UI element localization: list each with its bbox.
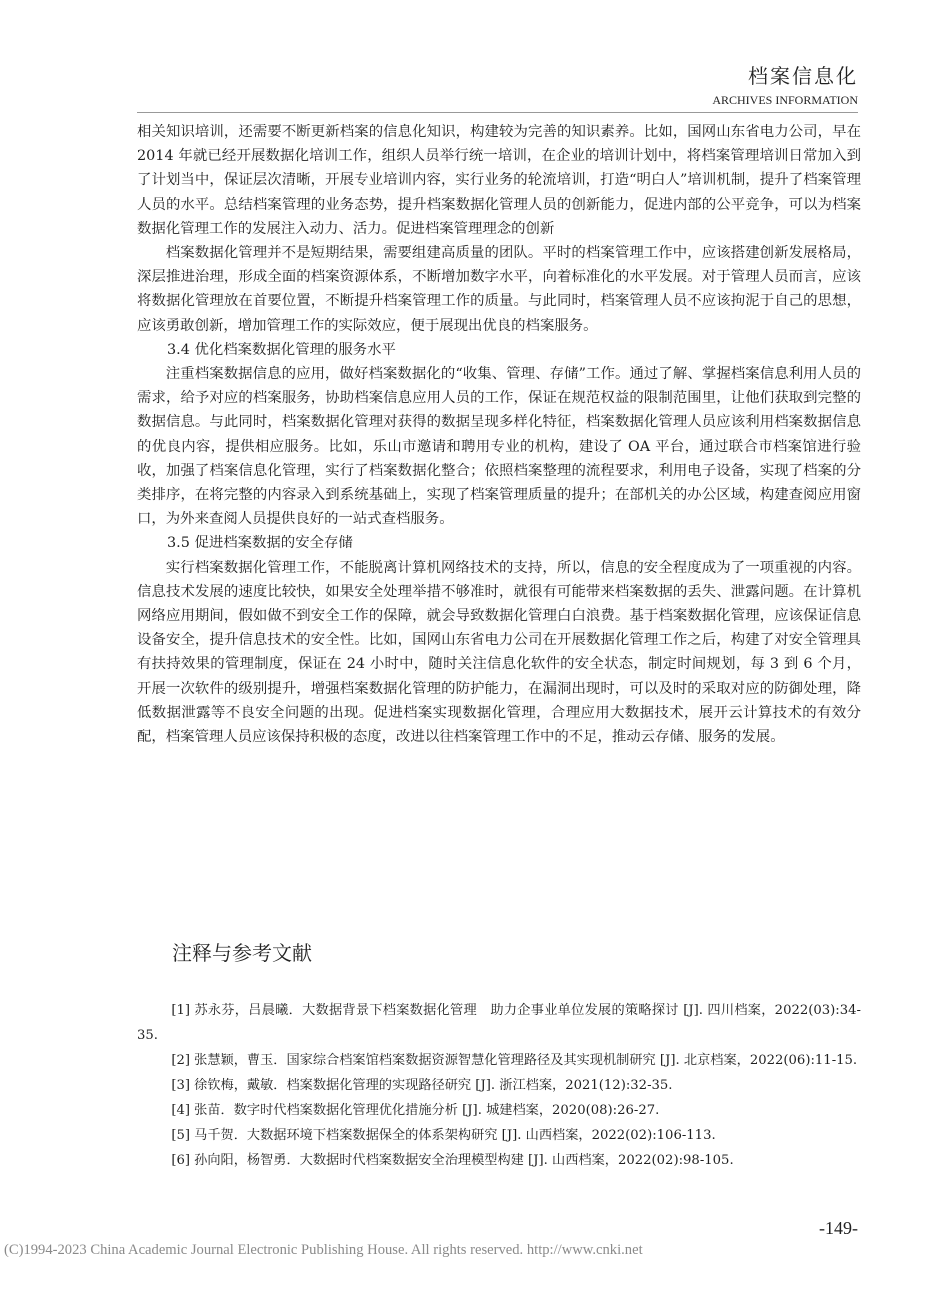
reference-item: [5] 马千贺．大数据环境下档案数据保全的体系架构研究 [J]. 山西档案，2022(02):106-113. (171, 1128, 716, 1143)
reference-item: [6] 孙向阳，杨智勇．大数据时代档案数据安全治理模型构建 [J]. 山西档案，2022(02):98-105. (171, 1153, 734, 1168)
page-number: -149- (819, 1218, 858, 1238)
copyright-notice: (C)1994-2023 China Academic Journal Electronic Publishing House. All rights reserved. http://www.cnki.net (4, 1242, 643, 1258)
references-list (137, 998, 861, 1173)
references-title: 注释与参考文献 (172, 941, 312, 965)
section-heading-3-4: 3.4 优化档案数据化管理的服务水平 (167, 341, 396, 358)
reference-item: [1] 苏永芬，吕晨曦．大数据背景下档案数据化管理 助力企事业单位发展的策略探讨 [J]. 四川档案，2022(03):34-35. (137, 1003, 861, 1043)
reference-item: [3] 徐钦梅，戴敏．档案数据化管理的实现路径研究 [J]. 浙江档案，2021(12):32-35. (171, 1078, 673, 1093)
header-divider (137, 112, 858, 113)
journal-section-subtitle: ARCHIVES INFORMATION (712, 93, 858, 107)
body-paragraph-2: 档案数据化管理并不是短期结果，需要组建高质量的团队。平时的档案管理工作中，应该搭建创新发展格局，深层推进治理，形成全面的档案资源体系，不断增加数字水平，向着标准化的水平发展。对于管理人员而言，应该将数据化管理放在首要位置，不断提升档案管理工作的质量。与此同时，档案管理人员不应该拘泥于自己的思想，应该勇敢创新，增加管理工作的实际效应，便于展现出优良的档案服务。 (137, 245, 861, 334)
reference-item: [2] 张慧颖，曹玉．国家综合档案馆档案数据资源智慧化管理路径及其实现机制研究 [J]. 北京档案，2022(06):11-15. (171, 1053, 858, 1068)
section-heading-3-5: 3.5 促进档案数据的安全存储 (167, 535, 353, 552)
body-paragraph-4: 实行档案数据化管理工作，不能脱离计算机网络技术的支持，所以，信息的安全程度成为了一项重视的内容。信息技术发展的速度比较快，如果安全处理举措不够准时，就很有可能带来档案数据的丢失、泄露问题。在计算机网络应用期间，假如做不到安全工作的保障，就会导致数据化管理白白浪费。基于档案数据化管理，应该保证信息设备安全，提升信息技术的安全性。比如，国网山东省电力公司在开展数据化管理工作之后，构建了对安全管理具有扶持效果的管理制度，保证在 24 小时中，随时关注信息化软件的安全状态，制定时间规划，每 3 到 6 个月，开展一次软件的级别提升，增强档案数据化管理的防护能力，在漏洞出现时，可以及时的采取对应的防御处理，降低数据泄露等不良安全问题的出现。促进档案实现数据化管理，合理应用大数据技术，展开云计算技术的有效分配，档案管理人员应该保持积极的态度，改进以往档案管理工作中的不足，推动云存储、服务的发展。 (137, 559, 861, 746)
reference-item: [4] 张苗．数字时代档案数据化管理优化措施分析 [J]. 城建档案，2020(08):26-27. (171, 1103, 660, 1118)
body-paragraph-3: 注重档案数据信息的应用，做好档案数据化的“收集、管理、存储”工作。通过了解、掌握档案信息利用人员的需求，给予对应的档案服务，协助档案信息应用人员的工作，保证在规范权益的限制范围里，让他们获取到完整的数据信息。与此同时，档案数据化管理对获得的数据呈现多样化特征，档案数据化管理人员应该利用档案数据信息的优良内容，提供相应服务。比如，乐山市邀请和聘用专业的机构，建设了 OA 平台，通过联合市档案馆进行验收，加强了档案信息化管理，实行了档案数据化整合；依照档案整理的流程要求，利用电子设备，实现了档案的分类排序，在将完整的内容录入到系统基础上，实现了档案管理质量的提升；在部机关的办公区域，构建查阅应用窗口，为外来查阅人员提供良好的一站式查档服务。 (137, 366, 861, 528)
body-paragraph-1: 相关知识培训，还需要不断更新档案的信息化知识，构建较为完善的知识素养。比如，国网山东省电力公司，早在 2014 年就已经开展数据化培训工作，组织人员举行统一培训，在企业的培训计划中，将档案管理培训日常加入到了计划当中，保证层次清晰，开展专业培训内容，实行业务的轮流培训，打造“明白人”培训机制，提升了档案管理人员的水平。总结档案管理的业务态势，提升档案数据化管理人员的创新能力，促进内部的公平竞争，可以为档案数据化管理工作的发展注入动力、活力。促进档案管理理念的创新 (137, 124, 861, 237)
journal-section-title: 档案信息化 (748, 64, 858, 88)
article-body (137, 120, 861, 749)
